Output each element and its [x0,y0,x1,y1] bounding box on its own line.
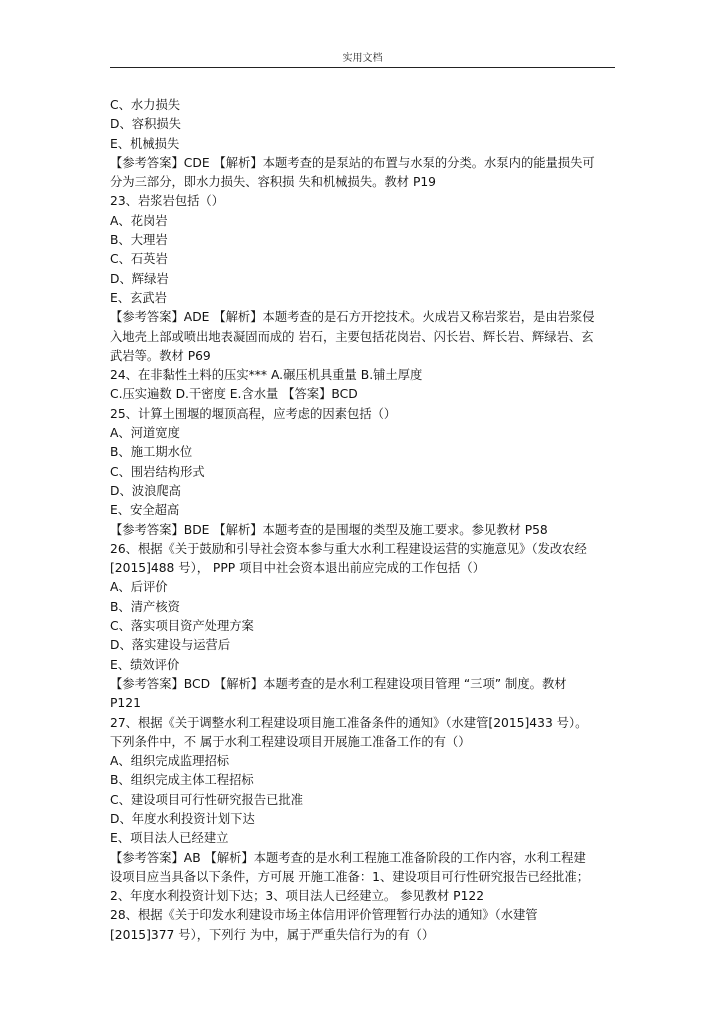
page-header: 实用文档 [342,53,383,64]
text-line: 分为三部分，即水力损失、容积损 失和机械损失。教材 P19 [110,175,437,190]
text-line: 设项目应当具备以下条件，方可展 开施工准备：1、建设项目可行性研究报告已经批准； [110,869,590,884]
text-line: 28、根据《关于印发水利建设市场主体信用评价管理暂行办法的通知》（水建管 [110,908,538,923]
text-line: C、建设项目可行性研究报告已批准 [110,792,304,807]
text-line: C.压实遍数 D.干密度 E.含水量 【答案】BCD [110,387,358,402]
text-line: E、安全超高 [110,503,180,518]
text-line: [2015]488 号）， PPP 项目中社会资本退出前应完成的工作包括（） [110,561,486,576]
text-line: C、石英岩 [110,252,168,267]
text-line: D、波浪爬高 [110,483,181,498]
text-line: 【参考答案】CDE 【解析】本题考查的是泵站的布置与水泵的分类。水泵内的能量损失可 [110,155,595,170]
text-line: 入地壳上部或喷出地表凝固而成的 岩石，主要包括花岗岩、闪长岩、辉长岩、辉绿岩、玄 [110,329,594,344]
text-line: 23、岩浆岩包括（） [110,194,225,209]
text-line: B、组织完成主体工程招标 [110,773,254,788]
text-line: 25、计算土围堰的堰顶高程，应考虑的因素包括（） [110,406,397,421]
text-line: D、落实建设与运营后 [110,638,231,653]
text-line: C、围岩结构形式 [110,464,205,479]
text-line: 【参考答案】BDE 【解析】本题考查的是围堰的类型及施工要求。参见教材 P58 [110,522,548,537]
text-line: E、机械损失 [110,136,180,151]
header-divider [110,67,615,68]
text-line: A、河道宽度 [110,426,180,441]
text-line: D、辉绿岩 [110,271,169,286]
text-line: A、组织完成监理招标 [110,754,230,769]
text-line: 24、在非黏性土料的压实*** A.碾压机具重量 B.铺土厚度 [110,368,423,383]
text-line: C、水力损失 [110,98,181,112]
text-line: 【参考答案】BCD 【解析】本题考查的是水利工程建设项目管理 “三项” 制度。教材 [110,676,567,691]
document-body [110,96,615,945]
text-line: E、玄武岩 [110,290,167,305]
text-line: 下列条件中，不 属于水利工程建设项目开展施工准备工作的有（） [110,734,471,749]
text-line: C、落实项目资产处理方案 [110,619,254,634]
text-line: D、年度水利投资计划下达 [110,811,255,826]
text-line: 26、根据《关于鼓励和引导社会资本参与重大水利工程建设运营的实施意见》（发改农经 [110,541,587,556]
text-line: 【参考答案】ADE 【解析】本题考查的是石方开挖技术。火成岩又称岩浆岩，是由岩浆侵 [110,310,595,325]
text-line: 武岩等。教材 P69 [110,348,211,363]
text-line: P121 [110,696,141,711]
text-line: B、清产核资 [110,599,180,614]
text-line: B、施工期水位 [110,445,193,460]
text-line: 2、年度水利投资计划下达；3、项目法人已经建立。 参见教材 P122 [110,889,485,904]
text-line: A、花岗岩 [110,213,168,228]
text-line: E、项目法人已经建立 [110,831,229,846]
text-line: 27、根据《关于调整水利工程建设项目施工准备条件的通知》（水建管[2015]433 号）。 [110,715,588,730]
text-line: A、后评价 [110,580,168,595]
text-line: E、绩效评价 [110,657,180,672]
text-line: B、大理岩 [110,233,168,248]
text-line: 【参考答案】AB 【解析】本题考查的是水利工程施工准备阶段的工作内容，水利工程建 [110,850,586,865]
text-line: D、容积损失 [110,117,181,132]
text-line: [2015]377 号），下列行 为中，属于严重失信行为的有（） [110,927,435,942]
